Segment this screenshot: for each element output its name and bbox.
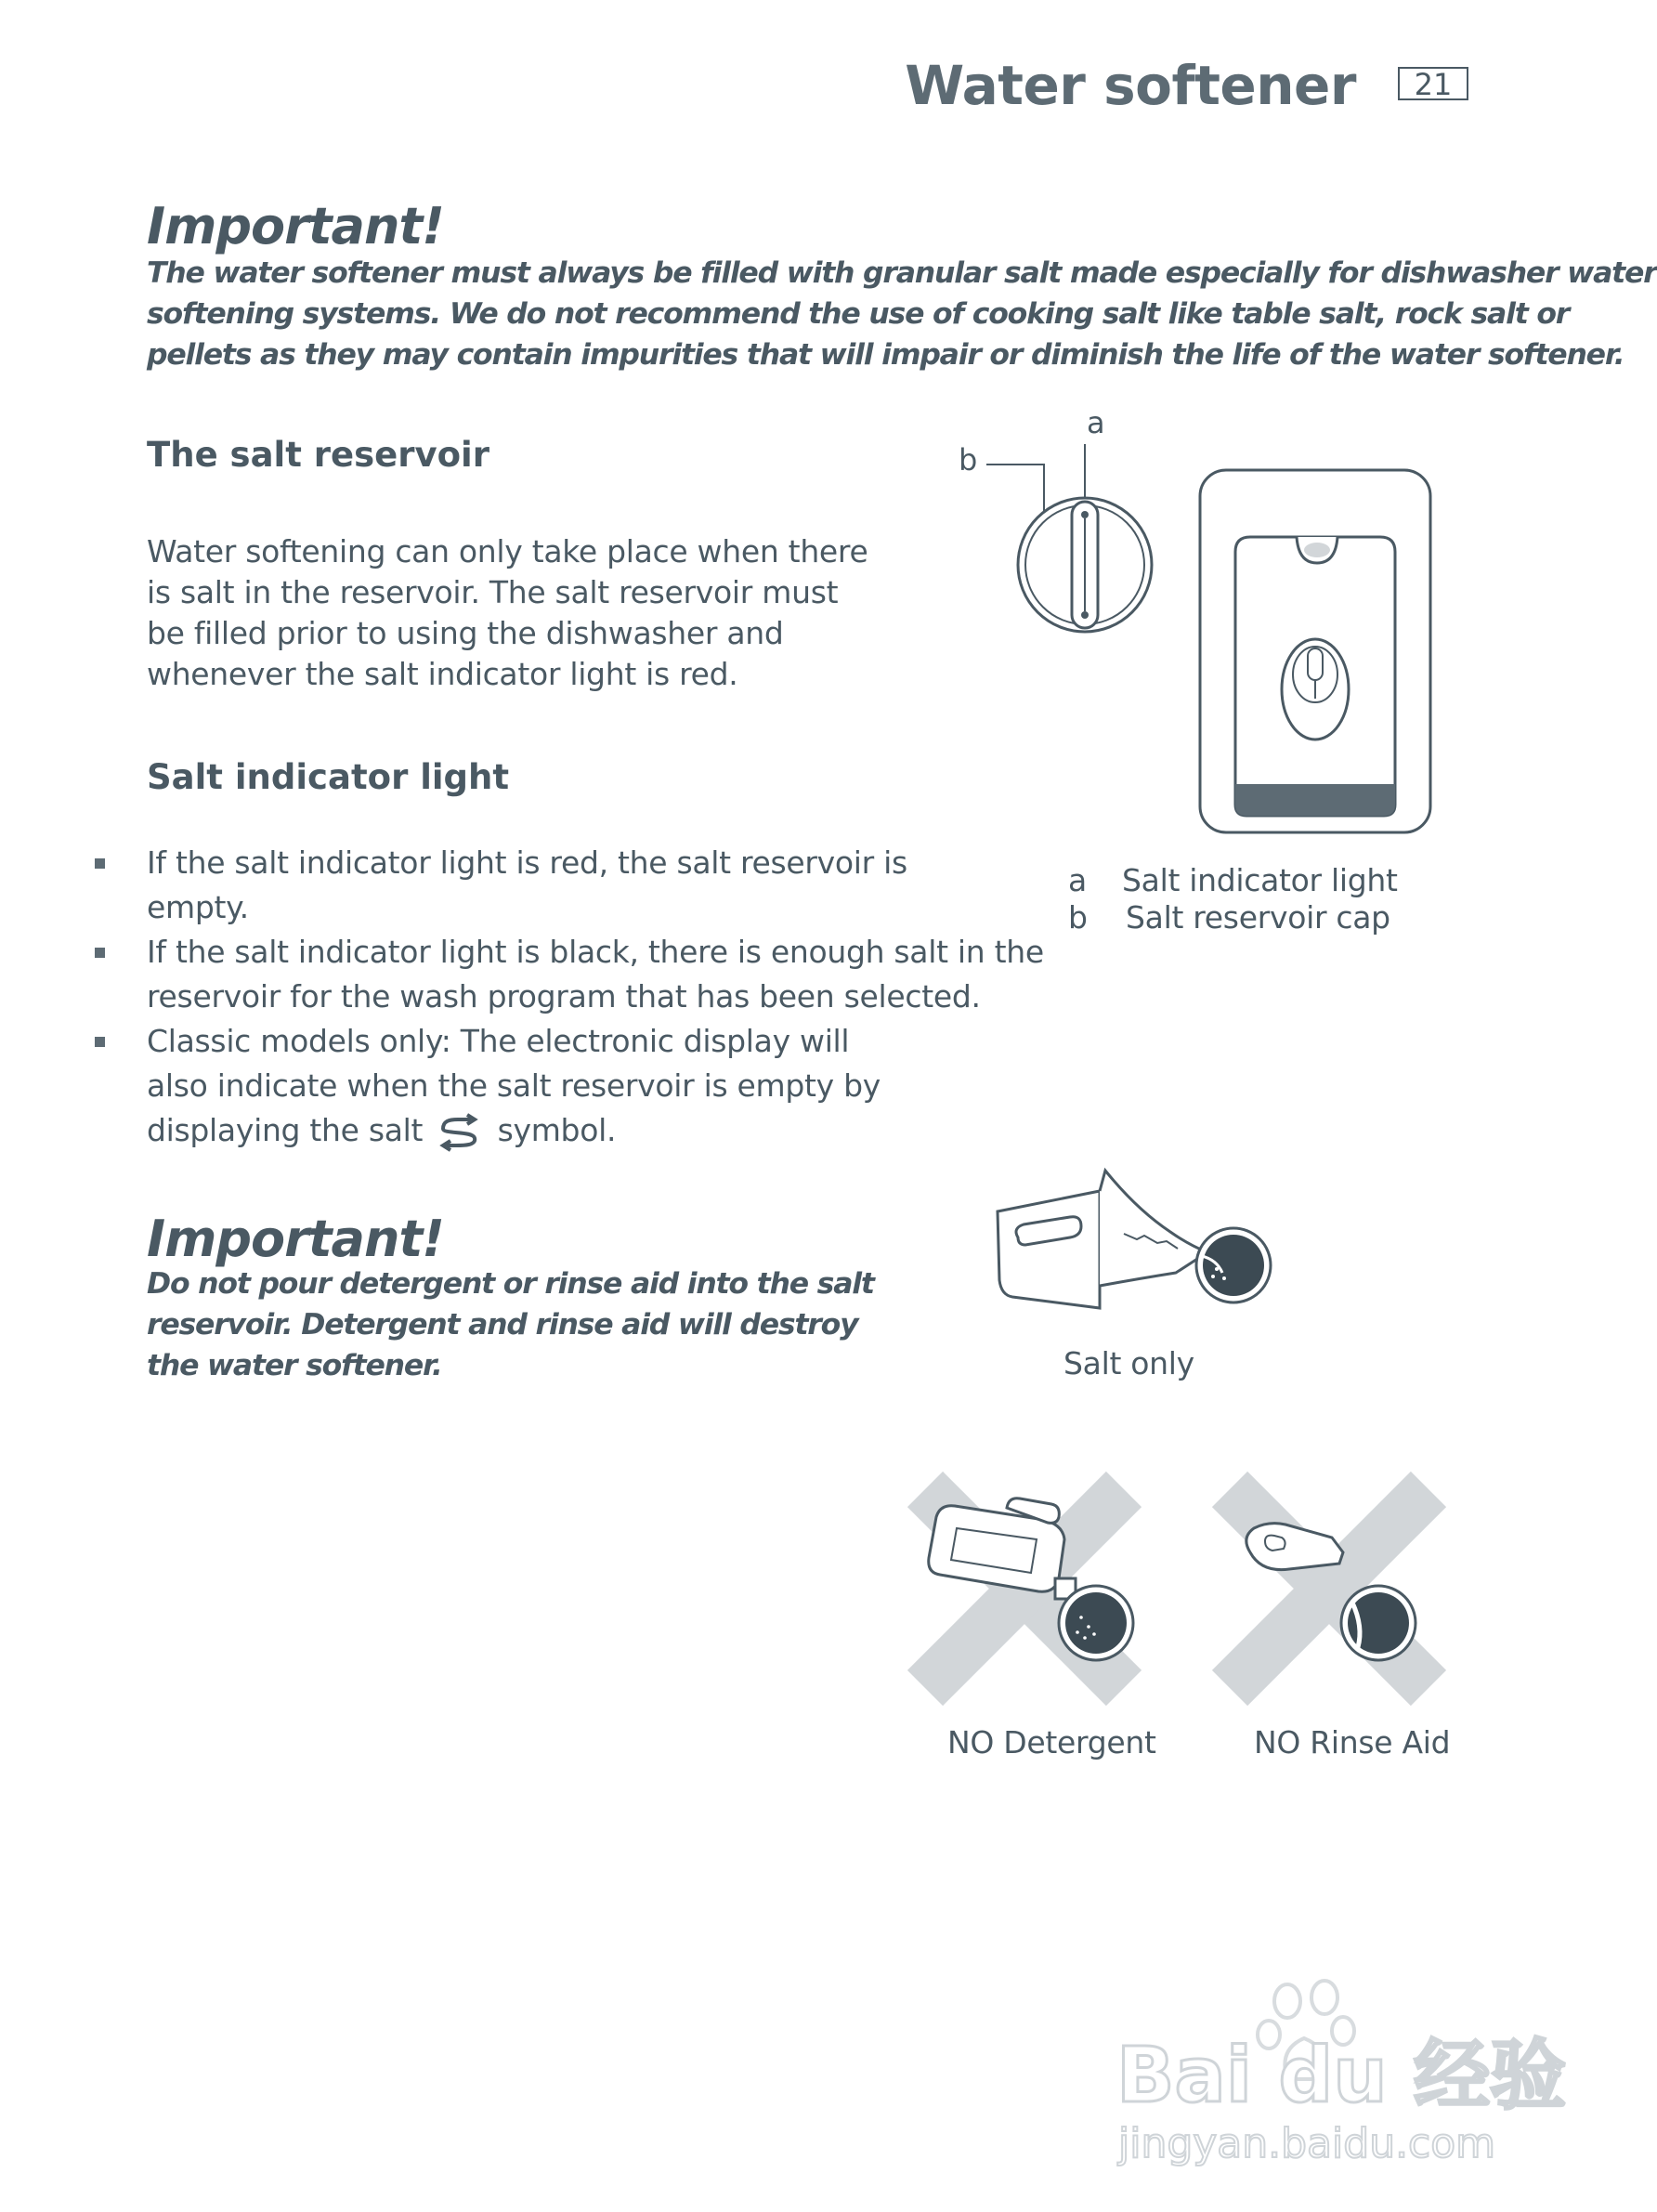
salt-reservoir-body-icon <box>1200 470 1430 832</box>
watermark-url: jingyan.baidu.com <box>1118 2120 1496 2167</box>
salt-reservoir-text <box>147 531 868 695</box>
salt-pouring-illustration <box>985 1159 1282 1308</box>
salt-bag-icon <box>998 1171 1207 1308</box>
salt-reservoir-line-4: whenever the salt indicator light is red. <box>147 656 738 692</box>
no-rinse-aid-illustration <box>1204 1463 1455 1714</box>
bullet-square-icon <box>95 858 105 869</box>
legend-a-key: a <box>1068 862 1087 898</box>
page-number: 21 <box>1398 67 1468 100</box>
bullet-square-icon <box>95 948 105 958</box>
salt-symbol-icon <box>436 1114 484 1151</box>
legend-a-text: Salt indicator light <box>1122 862 1398 898</box>
baidu-watermark <box>1105 1970 1567 2183</box>
important-text-top <box>147 253 1657 375</box>
important-bottom-line-3: the water softener. <box>147 1349 442 1382</box>
bullet-3-line-2: also indicate when the salt reservoir is empty by <box>147 1067 881 1104</box>
bullet-3-line-3-after: symbol. <box>497 1112 617 1148</box>
salt-opening-icon <box>1059 1586 1133 1660</box>
bullet-3-line-1: Classic models only: The electronic display will <box>147 1023 850 1059</box>
important-bottom-line-1: Do not pour detergent or rinse aid into the salt <box>147 1267 874 1301</box>
bullet-item-1 <box>147 841 907 930</box>
important-top-line-3: pellets as they may contain impurities that will impair or diminish the life of the water softener. <box>147 338 1624 372</box>
bullet-1-line-2: empty. <box>147 889 249 925</box>
important-bottom-line-2: reservoir. Detergent and rinse aid will destroy <box>147 1308 858 1342</box>
salt-reservoir-heading: The salt reservoir <box>147 435 489 475</box>
callout-a-label: a <box>1087 405 1105 440</box>
salt-opening-icon <box>1341 1586 1416 1660</box>
bullet-item-2 <box>147 930 1044 1019</box>
salt-only-caption: Salt only <box>1063 1345 1194 1381</box>
important-top-line-1: The water softener must always be filled with granular salt made especially for dishwasher water <box>147 256 1657 290</box>
detergent-bottle-icon <box>929 1499 1076 1599</box>
bullet-2-line-2: reservoir for the wash program that has been selected. <box>147 978 981 1014</box>
rinse-aid-bottle-icon <box>1246 1524 1343 1570</box>
bullet-3-line-3-before: displaying the salt <box>147 1112 424 1148</box>
salt-reservoir-line-1: Water softening can only take place when there <box>147 533 868 569</box>
bullet-3-line-3 <box>147 1108 881 1153</box>
cross-mark-icon <box>1230 1489 1429 1688</box>
legend-b-key: b <box>1068 899 1088 936</box>
salt-reservoir-cap-icon <box>1018 498 1152 632</box>
salt-indicator-list <box>147 841 1044 1157</box>
salt-reservoir-diagram <box>929 399 1468 845</box>
important-top-line-2: softening systems. We do not recommend the use of cooking salt like table salt, rock salt or <box>147 297 1570 331</box>
bullet-square-icon <box>95 1037 105 1047</box>
page-title: Water softener <box>905 54 1356 117</box>
important-heading-top: Important! <box>147 197 444 255</box>
salt-indicator-heading: Salt indicator light <box>147 757 510 797</box>
salt-reservoir-line-3: be filled prior to using the dishwasher and <box>147 615 784 651</box>
salt-reservoir-line-2: is salt in the reservoir. The salt reservoir must <box>147 574 839 610</box>
bullet-1-line-1: If the salt indicator light is red, the salt reservoir is <box>147 844 907 881</box>
no-rinse-aid-caption: NO Rinse Aid <box>1254 1724 1451 1760</box>
no-detergent-caption: NO Detergent <box>947 1724 1156 1760</box>
important-text-bottom <box>147 1263 874 1386</box>
legend-b-text: Salt reservoir cap <box>1126 899 1390 936</box>
bullet-2-line-1: If the salt indicator light is black, there is enough salt in the <box>147 934 1044 970</box>
salt-opening-icon <box>1196 1228 1271 1302</box>
watermark-brand: Bai du 经验 <box>1116 2032 1567 2120</box>
callout-b-label: b <box>959 442 978 478</box>
important-heading-bottom: Important! <box>147 1210 444 1268</box>
bullet-item-3 <box>147 1019 881 1153</box>
no-detergent-illustration <box>899 1463 1150 1714</box>
